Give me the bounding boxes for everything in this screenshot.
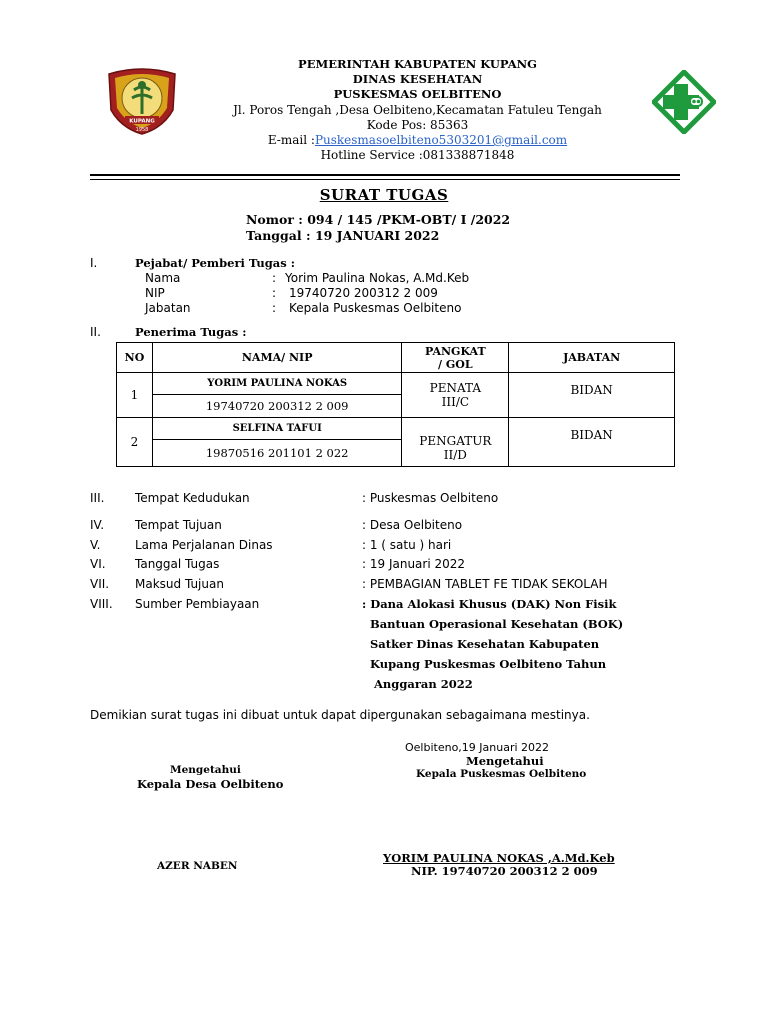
- email-link[interactable]: Puskesmasoelbiteno5303201@gmail.com: [314, 133, 568, 147]
- detail-label: Tempat Tujuan: [135, 518, 222, 532]
- email-label: E-mail :: [267, 133, 315, 147]
- detail-label: Maksud Tujuan: [135, 577, 224, 591]
- section-1-number: I.: [90, 256, 98, 270]
- issuer-name-sep: :: [272, 271, 277, 285]
- right-known-label: Mengetahui: [466, 754, 544, 768]
- funding-line-5: Anggaran 2022: [374, 677, 473, 691]
- table-row: [117, 373, 675, 395]
- assignee-name: SELFINA TAFUI: [152, 418, 401, 440]
- col-header-rank-line1: PANGKAT: [424, 344, 486, 358]
- detail-number: III.: [90, 491, 105, 505]
- header-puskesmas: PUSKESMAS OELBITENO: [333, 87, 502, 101]
- issuer-nip-label: NIP: [145, 286, 165, 300]
- place-date: Oelbiteno,19 Januari 2022: [405, 741, 550, 754]
- col-header-name: NAMA/ NIP: [152, 343, 401, 373]
- detail-label: Sumber Pembiayaan: [135, 597, 260, 611]
- puskesmas-logo: [652, 70, 716, 134]
- letter-number: Nomor : 094 / 145 /PKM-OBT/ I /2022: [246, 212, 511, 227]
- assignee-nip: 19740720 200312 2 009: [152, 395, 401, 418]
- rank-title: PENGATUR: [419, 434, 492, 448]
- section-2-heading: Penerima Tugas :: [135, 325, 247, 339]
- rank-grade: II/D: [443, 448, 467, 462]
- assignee-position: BIDAN: [509, 373, 675, 418]
- header-address: Jl. Poros Tengah ,Desa Oelbiteno,Kecamatan Fatuleu Tengah: [233, 103, 602, 117]
- document-title: SURAT TUGAS: [319, 186, 449, 204]
- col-header-rank-line2: / GOL: [438, 357, 473, 371]
- header-divider-thin: [90, 179, 680, 180]
- detail-number: VI.: [90, 557, 106, 571]
- left-signer-name: AZER NABEN: [157, 860, 238, 872]
- issuer-position-sep: :: [272, 301, 277, 315]
- right-signer-nip: NIP. 19740720 200312 2 009: [411, 864, 598, 878]
- left-signer-title: Kepala Desa Oelbiteno: [137, 777, 284, 791]
- detail-value: : PEMBAGIAN TABLET FE TIDAK SEKOLAH: [362, 577, 608, 591]
- kupang-regency-logo: [103, 66, 181, 136]
- detail-value: : Desa Oelbiteno: [362, 518, 463, 532]
- assignee-nip: 19870516 201101 2 022: [152, 440, 401, 467]
- table-row: [117, 418, 675, 440]
- logo-left-text: KUPANG: [129, 118, 155, 125]
- funding-line-2: Bantuan Operasional Kesehatan (BOK): [370, 617, 624, 631]
- col-header-rank: [402, 343, 509, 373]
- detail-number: IV.: [90, 518, 105, 532]
- detail-number: VIII.: [90, 597, 113, 611]
- assignee-rank: [402, 373, 509, 418]
- header-government: PEMERINTAH KABUPATEN KUPANG: [298, 57, 537, 71]
- left-known-label: Mengetahui: [170, 764, 241, 776]
- assignee-name: YORIM PAULINA NOKAS: [152, 373, 401, 395]
- rank-title: PENATA: [429, 381, 482, 395]
- right-signer-title: Kepala Puskesmas Oelbiteno: [416, 768, 587, 780]
- right-signer-name: YORIM PAULINA NOKAS ,A.Md.Keb: [383, 851, 615, 865]
- header-department: DINAS KESEHATAN: [352, 72, 483, 86]
- header-divider-thick: [90, 174, 680, 176]
- header-postal: Kode Pos: 85363: [366, 118, 469, 132]
- issuer-position-label: Jabatan: [145, 301, 191, 315]
- detail-value: : 1 ( satu ) hari: [362, 538, 452, 552]
- detail-label: Lama Perjalanan Dinas: [135, 538, 273, 552]
- detail-value: : Puskesmas Oelbiteno: [362, 491, 499, 505]
- issuer-nip-value: 19740720 200312 2 009: [289, 286, 438, 300]
- row-number: 1: [117, 373, 153, 418]
- detail-label: Tempat Kedudukan: [135, 491, 250, 505]
- issuer-position-value: Kepala Puskesmas Oelbiteno: [289, 301, 462, 315]
- assignee-position: BIDAN: [509, 418, 675, 467]
- detail-number: VII.: [90, 577, 110, 591]
- issuer-nip-sep: :: [272, 286, 277, 300]
- funding-line-1: : Dana Alokasi Khusus (DAK) Non Fisik: [362, 597, 617, 611]
- funding-line-3: Satker Dinas Kesehatan Kabupaten: [370, 637, 600, 651]
- header-hotline: Hotline Service :081338871848: [320, 148, 515, 162]
- logo-left-year: 1958: [135, 127, 149, 133]
- letter-date: Tanggal : 19 JANUARI 2022: [246, 228, 440, 243]
- detail-label: Tanggal Tugas: [135, 557, 220, 571]
- header-email-line: [190, 133, 645, 149]
- detail-number: V.: [90, 538, 101, 552]
- assignee-rank: [402, 418, 509, 467]
- detail-value: : 19 Januari 2022: [362, 557, 466, 571]
- assignees-table: [116, 342, 675, 467]
- issuer-name-label: Nama: [145, 271, 181, 285]
- closing-statement: Demikian surat tugas ini dibuat untuk dapat dipergunakan sebagaimana mestinya.: [90, 708, 590, 722]
- table-header-row: [117, 343, 675, 373]
- rank-grade: III/C: [441, 395, 470, 409]
- section-1-heading: Pejabat/ Pemberi Tugas :: [135, 256, 295, 270]
- col-header-position: JABATAN: [509, 343, 675, 373]
- col-header-no: NO: [117, 343, 153, 373]
- section-2-number: II.: [90, 325, 101, 339]
- funding-line-4: Kupang Puskesmas Oelbiteno Tahun: [370, 657, 607, 671]
- row-number: 2: [117, 418, 153, 467]
- issuer-name-value: Yorim Paulina Nokas, A.Md.Keb: [285, 271, 470, 285]
